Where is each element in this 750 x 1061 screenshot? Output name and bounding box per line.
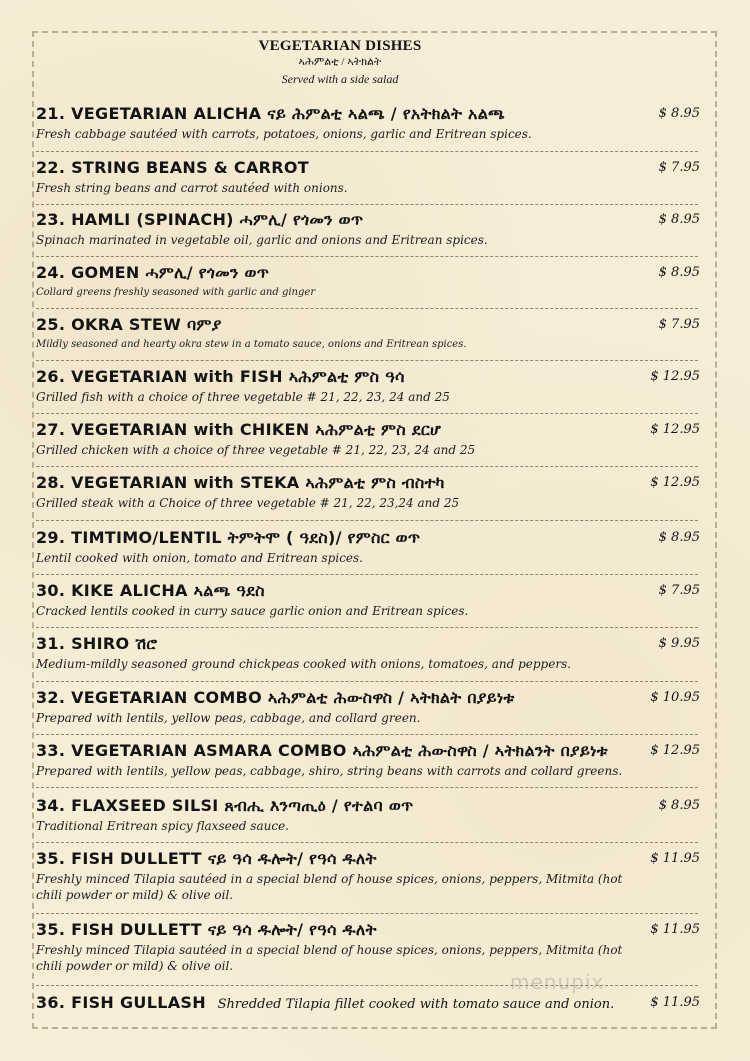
divider <box>36 308 698 309</box>
section-subtitle: ኣሕምልቲ / ኣትክልት <box>298 56 382 68</box>
item-price: $ 7.95 <box>658 583 700 598</box>
divider <box>36 574 698 575</box>
divider <box>36 787 698 788</box>
item-name: 27. VEGETARIAN with CHIKEN ኣሕምልቲ ምስ ደርሆ <box>36 420 442 439</box>
item-description: Prepared with lentils, yellow peas, cabbage, and collard green. <box>36 711 421 725</box>
item-name: 24. GOMEN ሓምሊ/ የጎመን ወጥ <box>36 263 270 282</box>
item-price: $ 8.95 <box>658 212 700 227</box>
item-name: 31. SHIRO ሽሮ <box>36 634 158 653</box>
item-description: Fresh string beans and carrot sautéed with onions. <box>36 181 348 195</box>
item-price: $ 7.95 <box>658 160 700 175</box>
divider <box>36 913 698 914</box>
item-name: 34. FLAXSEED SILSI ጸብሒ እንጣጢዕ / የተልባ ወጥ <box>36 796 414 815</box>
item-price: $ 12.95 <box>650 422 700 437</box>
item-price: $ 12.95 <box>650 475 700 490</box>
item-description: Traditional Eritrean spicy flaxseed sauce. <box>36 819 289 833</box>
watermark: menupix <box>510 970 605 994</box>
divider <box>36 256 698 257</box>
divider <box>36 627 698 628</box>
divider <box>36 151 698 152</box>
item-description: Prepared with lentils, yellow peas, cabbage, shiro, string beans with carrots and collard greens. <box>36 764 623 778</box>
item-price: $ 11.95 <box>650 851 700 866</box>
section-title: VEGETARIAN DISHES <box>258 38 422 54</box>
item-name: 32. VEGETARIAN COMBO ኣሕምልቲ ሕውስዋስ / ኣትክልት በያይነቱ <box>36 688 515 707</box>
item-name: 21. VEGETARIAN ALICHA ናይ ሕምልቲ ኣልጫ / የአትክልት አልጫ <box>36 104 505 123</box>
divider <box>36 520 698 521</box>
item-description: Fresh cabbage sautéed with carrots, potatoes, onions, garlic and Eritrean spices. <box>36 127 532 141</box>
menu-item <box>36 849 714 913</box>
item-name: 25. OKRA STEW ባምያ <box>36 315 222 334</box>
item-description: Freshly minced Tilapia sautéed in a special blend of house spices, onions, peppers, Mitmita (hot chili powder or mild) & olive oil. <box>36 943 623 973</box>
item-name <box>36 993 614 1012</box>
item-price: $ 11.95 <box>650 922 700 937</box>
divider <box>36 204 698 205</box>
item-description: Lentil cooked with onion, tomato and Eritrean spices. <box>36 551 363 565</box>
item-description: Freshly minced Tilapia sautéed in a special blend of house spices, onions, peppers, Mitmita (hot chili powder or mild) & olive oil. <box>36 872 623 902</box>
item-name: 26. VEGETARIAN with FISH ኣሕምልቲ ምስ ዓሳ <box>36 367 405 386</box>
item-name: 22. STRING BEANS & CARROT <box>36 158 310 177</box>
item-name: 28. VEGETARIAN with STEKA ኣሕምልቲ ምስ ብስተካ <box>36 473 445 492</box>
item-description: Grilled fish with a choice of three vegetable # 21, 22, 23, 24 and 25 <box>36 390 450 404</box>
item-price: $ 12.95 <box>650 743 700 758</box>
menu-item <box>36 634 714 688</box>
item-name: 35. FISH DULLETT ናይ ዓሳ ዱሎት/ የዓሳ ዱለት <box>36 849 377 868</box>
item-price: $ 8.95 <box>658 265 700 280</box>
item-description: Grilled steak with a Choice of three vegetable # 21, 22, 23,24 and 25 <box>36 496 460 510</box>
item-price: $ 10.95 <box>650 690 700 705</box>
divider <box>36 413 698 414</box>
divider <box>36 466 698 467</box>
menu-item <box>36 104 714 158</box>
divider <box>36 842 698 843</box>
menu-item <box>36 473 714 527</box>
item-description: Shredded Tilapia fillet cooked with tomato sauce and onion. <box>217 997 615 1012</box>
item-name: 35. FISH DULLETT ናይ ዓሳ ዱሎት/ የዓሳ ዱለት <box>36 920 377 939</box>
menu-item <box>36 920 714 984</box>
item-price: $ 8.95 <box>658 106 700 121</box>
item-price: $ 9.95 <box>658 636 700 651</box>
item-name: 23. HAMLI (SPINACH) ሓምሊ/ የጎመን ወጥ <box>36 210 364 229</box>
item-description: Mildly seasoned and hearty okra stew in a tomato sauce, onions and Eritrean spices. <box>36 339 467 350</box>
divider <box>36 681 698 682</box>
menu-item <box>36 993 714 1021</box>
item-description: Grilled chicken with a choice of three vegetable # 21, 22, 23, 24 and 25 <box>36 443 476 457</box>
item-name: 30. KIKE ALICHA ኣልጫ ዓደስ <box>36 581 265 600</box>
item-description: Medium-mildly seasoned ground chickpeas cooked with onions, tomatoes, and peppers. <box>36 657 572 671</box>
item-description: Collard greens freshly seasoned with garlic and ginger <box>36 287 316 298</box>
divider <box>36 734 698 735</box>
item-price: $ 8.95 <box>658 798 700 813</box>
item-name-text: 36. FISH GULLASH <box>36 993 206 1012</box>
item-price: $ 8.95 <box>658 530 700 545</box>
item-description: Spinach marinated in vegetable oil, garlic and onions and Eritrean spices. <box>36 233 488 247</box>
item-price: $ 11.95 <box>650 995 700 1010</box>
item-name: 33. VEGETARIAN ASMARA COMBO ኣሕምልቲ ሕውስዋስ / ኣትክልንት በያይነቱ <box>36 741 608 760</box>
item-name: 29. TIMTIMO/LENTIL ትምትሞ ( ዓደስ)/ የምስር ወጥ <box>36 528 421 547</box>
item-description: Cracked lentils cooked in curry sauce garlic onion and Eritrean spices. <box>36 604 469 618</box>
item-price: $ 7.95 <box>658 317 700 332</box>
section-note: Served with a side salad <box>281 72 399 86</box>
divider <box>36 360 698 361</box>
item-price: $ 12.95 <box>650 369 700 384</box>
